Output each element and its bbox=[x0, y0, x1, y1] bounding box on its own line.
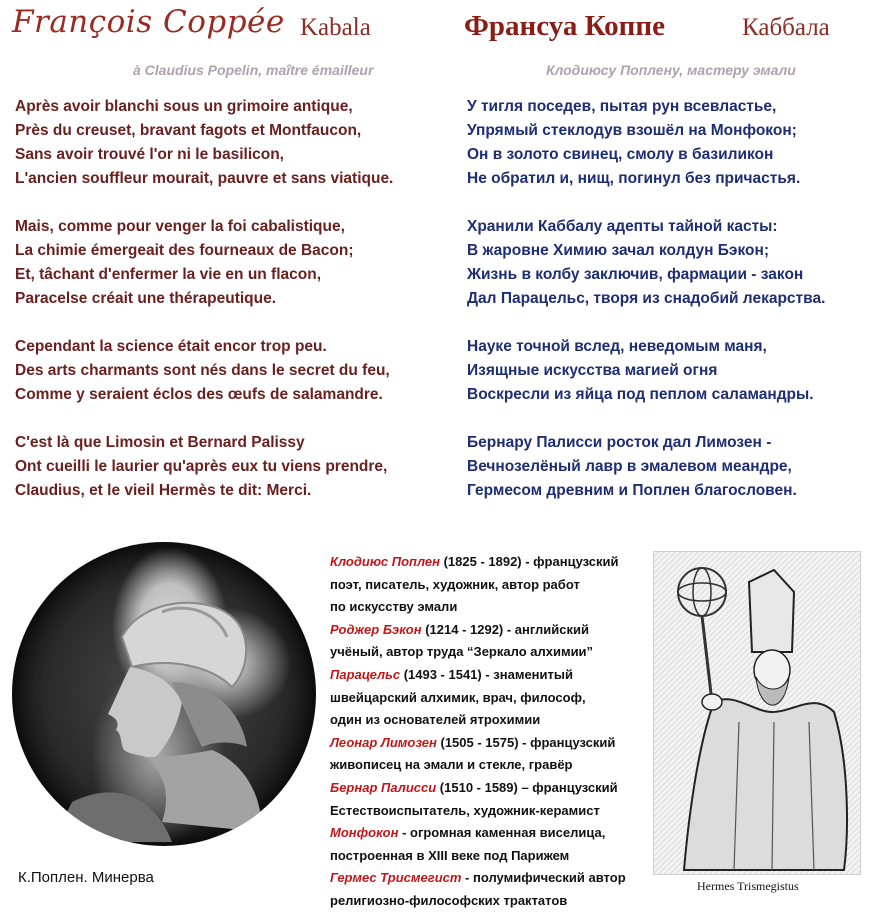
french-author-title: François Coppée bbox=[12, 4, 285, 40]
russian-poem-line: Упрямый стеклодув взошёл на Монфокон; bbox=[467, 122, 797, 139]
french-poem-line: Ont cueilli le laurier qu'après eux tu viens prendre, bbox=[15, 458, 388, 475]
note-line bbox=[330, 867, 626, 890]
russian-poem-line: Дал Парацельс, творя из снадобий лекарства. bbox=[467, 290, 826, 307]
note-line bbox=[330, 709, 626, 732]
russian-poem-line: Вечнозелёный лавр в эмалевом меандре, bbox=[467, 458, 792, 475]
note-text: (1493 - 1541) - знаменитый bbox=[400, 666, 573, 682]
russian-poem-line: У тигля поседев, пытая рун всевластье, bbox=[467, 98, 777, 115]
french-poem-line: La chimie émergeait des fourneaux de Bacon; bbox=[15, 242, 354, 259]
note-text: живописец на эмали и стекле, гравёр bbox=[330, 757, 573, 773]
french-poem-stanza-gap bbox=[15, 311, 393, 335]
french-poem-title: Kabala bbox=[300, 14, 371, 41]
note-text: (1825 - 1892) - французский bbox=[439, 554, 619, 569]
russian-poem-line: Бернару Палисси росток дал Лимозен - bbox=[467, 434, 772, 451]
note-line bbox=[330, 754, 626, 777]
minerva-portrait-image bbox=[12, 542, 316, 846]
note-text: Естествоиспытатель, художник-керамист bbox=[330, 802, 600, 818]
russian-poem-line: Не обратил и, нищ, погинул без причастья. bbox=[467, 170, 801, 187]
french-poem-line: Et, tâchant d'enfermer la vie en un flacon, bbox=[15, 266, 322, 283]
note-text: религиозно-философских трактатов bbox=[330, 892, 568, 908]
note-line bbox=[330, 800, 626, 823]
note-text: учёный, автор труда “Зеркало алхимии” bbox=[330, 644, 594, 660]
russian-poem-line: В жаровне Химию зачал колдун Бэкон; bbox=[467, 242, 770, 259]
russian-poem-line: Воскресли из яйца под пеплом саламандры. bbox=[467, 386, 814, 403]
note-line bbox=[330, 664, 626, 687]
note-line bbox=[330, 845, 626, 868]
french-poem-line: Claudius, et le vieil Hermès te dit: Merci. bbox=[15, 482, 312, 499]
note-line bbox=[330, 551, 626, 574]
note-line bbox=[330, 687, 626, 710]
note-line bbox=[330, 596, 626, 619]
portrait-caption: К.Поплен. Минерва bbox=[18, 869, 154, 886]
note-line bbox=[330, 732, 626, 755]
russian-poem-line: Жизнь в колбу заключив, фармации - закон bbox=[467, 266, 804, 283]
french-poem-line: Paracelse créait une thérapeutique. bbox=[15, 290, 277, 307]
note-text: - огромная каменная виселица, bbox=[398, 825, 606, 841]
note-text: (1505 - 1575) - французский bbox=[436, 734, 616, 750]
note-text: (1214 - 1292) - английский bbox=[421, 621, 589, 637]
russian-poem bbox=[467, 95, 825, 503]
french-poem-line: Des arts charmants sont nés dans le secret du feu, bbox=[15, 362, 390, 379]
russian-poem-line: Он в золото свинец, смолу в базиликон bbox=[467, 146, 774, 163]
french-poem-line: Après avoir blanchi sous un grimoire antique, bbox=[15, 98, 353, 115]
russian-author-title: Франсуа Коппе bbox=[464, 10, 665, 42]
russian-poem-line: Хранили Каббалу адепты тайной касты: bbox=[467, 218, 778, 235]
note-text: - полумифический автор bbox=[461, 870, 626, 886]
hermes-trismegistus-engraving bbox=[653, 551, 861, 875]
note-person-name: Монфокон bbox=[330, 825, 399, 841]
engraving-caption: Hermes Trismegistus bbox=[697, 879, 799, 893]
french-poem bbox=[15, 95, 393, 503]
russian-poem-stanza-gap bbox=[467, 407, 825, 431]
russian-poem-line: Гермесом древним и Поплен благословен. bbox=[467, 482, 797, 499]
note-text: (1510 - 1589) – французский bbox=[436, 779, 618, 795]
french-poem-line: C'est là que Limosin et Bernard Palissy bbox=[15, 434, 305, 451]
note-person-name: Гермес Трисмегист bbox=[330, 870, 462, 886]
note-person-name: Роджер Бэкон bbox=[330, 621, 422, 637]
note-person-name: Клодиюс Поплен bbox=[330, 554, 440, 569]
french-poem-line: Près du creuset, bravant fagots et Montfaucon, bbox=[15, 122, 362, 139]
note-text: поэт, писатель, художник, автор работ bbox=[330, 576, 580, 592]
note-person-name: Парацельс bbox=[330, 666, 401, 682]
note-line bbox=[330, 619, 626, 642]
russian-dedication: Клодиюсу Поплену, мастеру эмали bbox=[546, 62, 796, 78]
note-text: по искусству эмали bbox=[330, 599, 458, 615]
russian-poem-stanza-gap bbox=[467, 191, 825, 215]
note-line bbox=[330, 574, 626, 597]
french-poem-line: Comme y seraient éclos des œufs de salamandre. bbox=[15, 386, 383, 403]
russian-poem-title: Каббала bbox=[742, 14, 830, 41]
note-line bbox=[330, 822, 626, 845]
note-text: построенная в XIII веке под Парижем bbox=[330, 847, 570, 863]
russian-poem-line: Изящные искусства магией огня bbox=[467, 362, 718, 379]
french-poem-line: L'ancien souffleur mourait, pauvre et sans viatique. bbox=[15, 170, 394, 187]
french-poem-line: Sans avoir trouvé l'or ni le basilicon, bbox=[15, 146, 284, 163]
note-line bbox=[330, 890, 626, 913]
note-text: один из основателей ятрохимии bbox=[330, 712, 541, 728]
note-person-name: Бернар Палисси bbox=[330, 779, 437, 795]
note-person-name: Леонар Лимозен bbox=[330, 734, 437, 750]
french-poem-stanza-gap bbox=[15, 191, 393, 215]
french-poem-stanza-gap bbox=[15, 407, 393, 431]
note-text: швейцарский алхимик, врач, философ, bbox=[330, 689, 586, 705]
note-line bbox=[330, 641, 626, 664]
russian-poem-line: Науке точной вслед, неведомым маня, bbox=[467, 338, 767, 355]
french-poem-line: Cependant la science était encor trop peu. bbox=[15, 338, 327, 355]
russian-poem-stanza-gap bbox=[467, 311, 825, 335]
french-poem-line: Mais, comme pour venger la foi cabalistique, bbox=[15, 218, 345, 235]
french-dedication: à Claudius Popelin, maître émailleur bbox=[133, 62, 374, 78]
biographical-notes bbox=[330, 551, 626, 913]
note-line bbox=[330, 777, 626, 800]
